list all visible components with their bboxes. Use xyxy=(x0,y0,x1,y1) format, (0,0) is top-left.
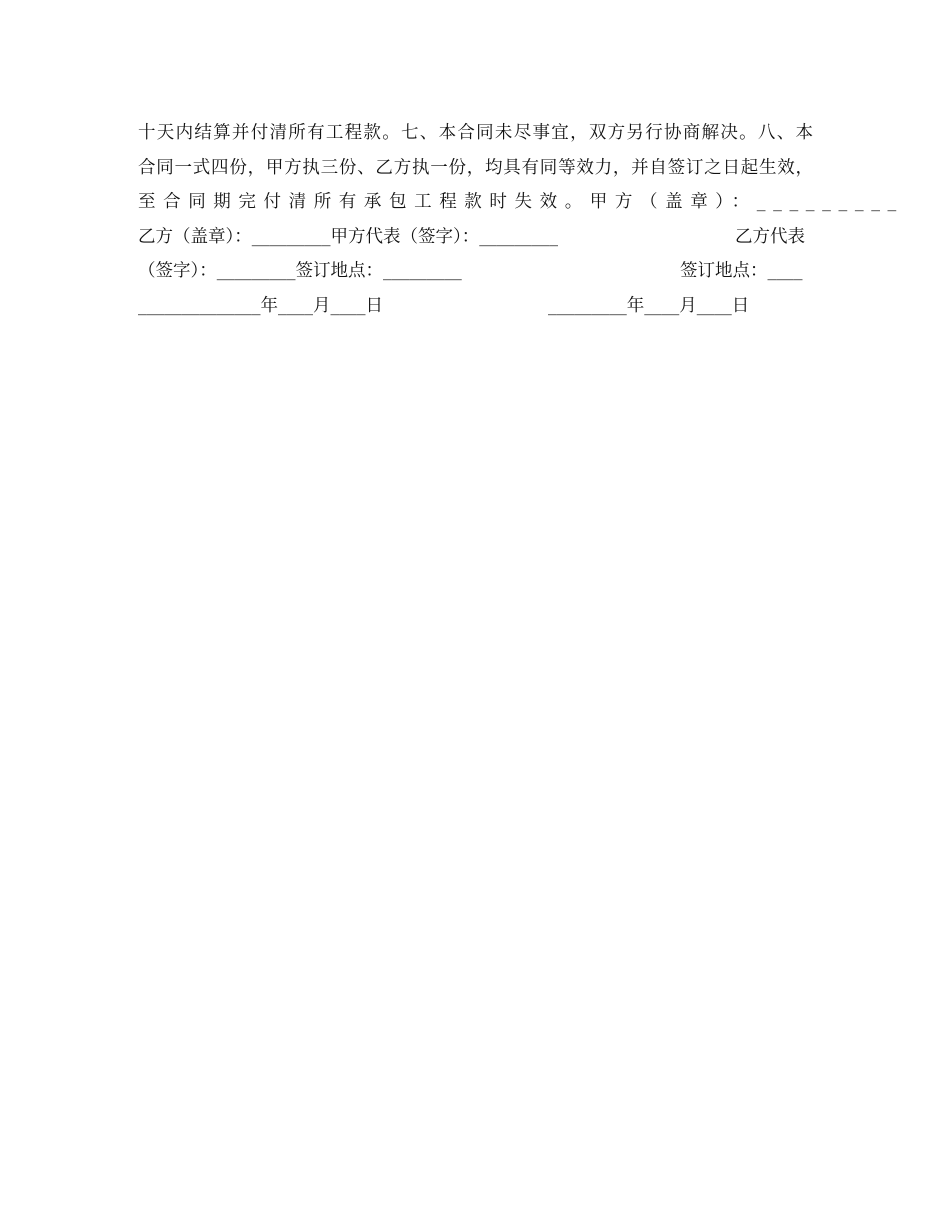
text-line-3 xyxy=(138,185,904,220)
line-4-right-text: 乙方代表 xyxy=(735,226,805,247)
line-5-left-text: （签字）：_________签订地点：_________ xyxy=(138,261,462,281)
date-line-left: ______________年____月____日 xyxy=(138,295,383,316)
line-2-text: 合同一式四份，甲方执三份、乙方执一份，均具有同等效力，并自签订之日起生效， xyxy=(138,157,813,178)
line-1-text: 十天内结算并付清所有工程款。七、本合同未尽事宜，双方另行协商解决。八、本 xyxy=(138,123,813,143)
text-line-5 xyxy=(138,254,813,289)
line-3-text: 至合同期完付清所有承包工程款时失效。甲方（盖章）：_________ xyxy=(138,192,904,212)
text-line-2 xyxy=(138,151,813,186)
text-line-1 xyxy=(138,116,813,151)
line-4-left-text: 乙方（盖章）：_________甲方代表（签字）：_________ xyxy=(138,226,558,247)
text-line-6 xyxy=(138,289,813,324)
contract-text xyxy=(138,116,904,323)
line-5-right-text: 签订地点：____ xyxy=(680,261,803,281)
date-line-right: _________年____月____日 xyxy=(548,295,750,316)
text-line-4 xyxy=(138,220,813,255)
